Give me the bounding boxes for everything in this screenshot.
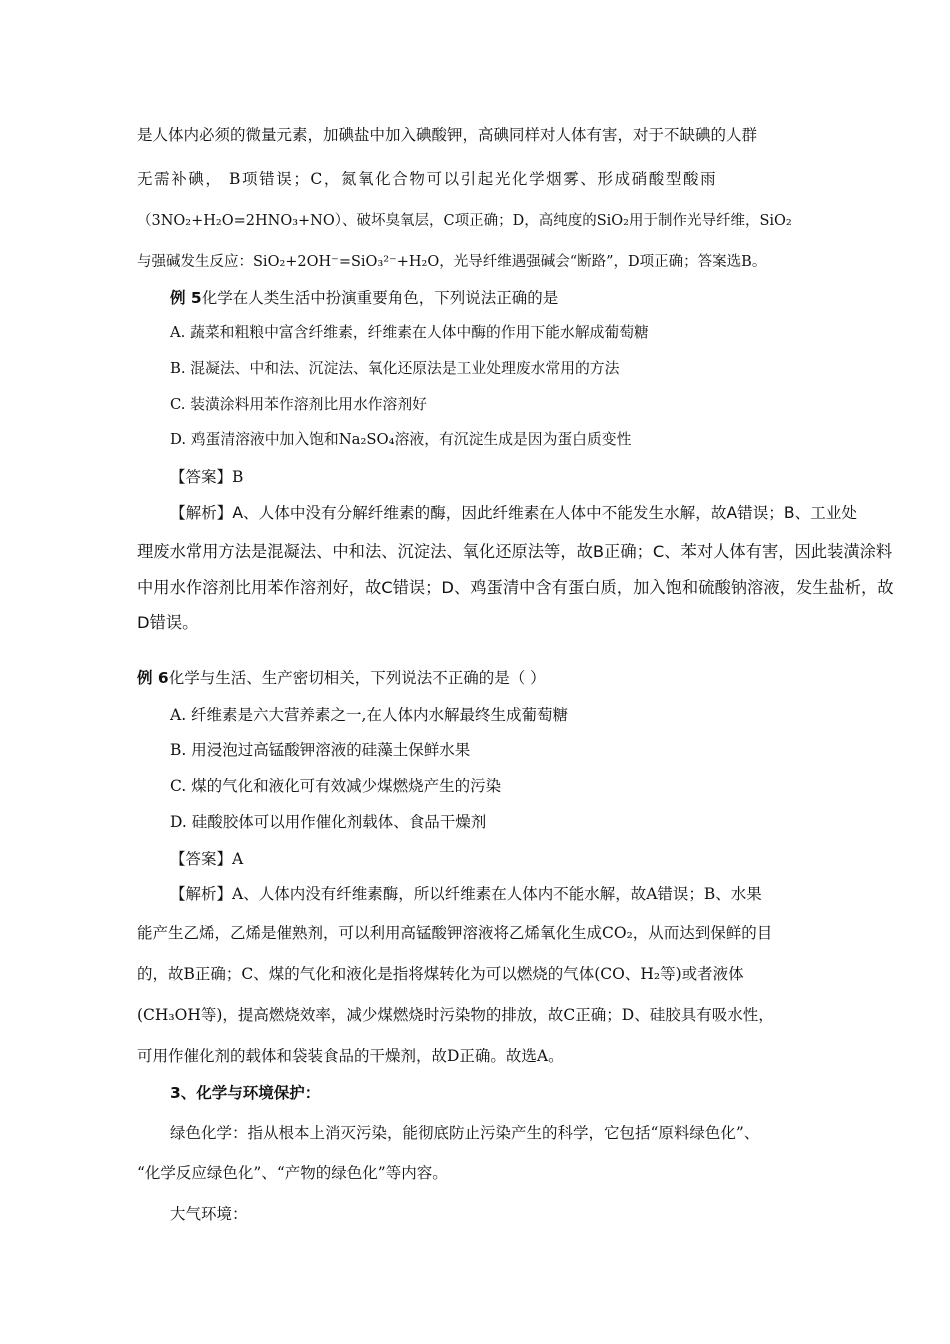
example5-option-a: A. 蔬菜和粗粮中富含纤维素，纤维素在人体中酶的作用下能水解成葡萄糖 — [170, 324, 649, 341]
example6-analysis-line-3: 的，故B正确；C、煤的气化和液化是指将煤转化为可以燃烧的气体(CO、H₂等)或者液体 — [137, 965, 744, 983]
intro-line-2: 无需补碘， B项错误；C，氮氧化合物可以引起光化学烟雾、形成硝酸型酸雨 — [137, 170, 718, 188]
example5-option-b: B. 混凝法、中和法、沉淀法、氧化还原法是工业处理废水常用的方法 — [170, 360, 620, 377]
example5-question — [170, 287, 558, 309]
example5-title: 例 5 — [170, 289, 202, 307]
example6-answer: 【答案】A — [170, 850, 244, 868]
example6-option-c: C. 煤的气化和液化可有效减少煤燃烧产生的污染 — [170, 777, 502, 795]
green-chemistry-line-2: “化学反应绿色化”、“产物的绿色化”等内容。 — [137, 1164, 448, 1182]
atmosphere-heading: 大气环境： — [170, 1205, 248, 1223]
example6-analysis-line-2: 能产生乙烯，乙烯是催熟剂，可以利用高锰酸钾溶液将乙烯氧化生成CO₂，从而达到保鲜的目 — [137, 924, 773, 942]
intro-line-1: 是人体内必须的微量元素，加碘盐中加入碘酸钾，高碘同样对人体有害，对于不缺碘的人群 — [137, 126, 758, 144]
example5-answer: 【答案】B — [170, 468, 244, 486]
green-chemistry-line-1: 绿色化学：指从根本上消灭污染，能彻底防止污染产生的科学，它包括“原料绿色化”、 — [170, 1124, 760, 1142]
section3-heading: 3、化学与环境保护： — [170, 1084, 321, 1102]
intro-line-4: 与强碱发生反应：SiO₂+2OH⁻=SiO₃²⁻+H₂O，光导纤维遇强碱会“断路”，D项正确；答案选B。 — [137, 254, 767, 270]
example6-analysis-line-5: 可用作催化剂的载体和袋装食品的干燥剂，故D正确。故选A。 — [137, 1047, 564, 1065]
example5-option-c: C. 装潢涂料用苯作溶剂比用水作溶剂好 — [170, 396, 427, 413]
example6-analysis-line-4: (CH₃OH等)，提高燃烧效率，减少煤燃烧时污染物的排放，故C正确；D、硅胶具有吸水性， — [137, 1006, 774, 1024]
example6-option-a: A. 纤维素是六大营养素之一,在人体内水解最终生成葡萄糖 — [170, 706, 568, 724]
example5-analysis-line-4: D错误。 — [137, 613, 199, 632]
example5-analysis-line-2: 理废水常用方法是混凝法、中和法、沉淀法、氧化还原法等，故B正确；C、苯对人体有害，因此装潢涂料 — [137, 542, 893, 561]
example5-analysis-line-3: 中用水作溶剂比用苯作溶剂好，故C错误；D、鸡蛋清中含有蛋白质，加入饱和硫酸钠溶液，发生盐析，故 — [137, 578, 894, 597]
example5-question-text: 化学在人类生活中扮演重要角色，下列说法正确的是 — [201, 289, 559, 307]
example6-option-d: D. 硅酸胶体可以用作催化剂载体、食品干燥剂 — [170, 813, 487, 831]
example6-title: 例 6 — [137, 669, 169, 687]
example5-analysis-line-1: 【解析】A、人体中没有分解纤维素的酶，因此纤维素在人体中不能发生水解，故A错误；B、工业处 — [170, 504, 857, 522]
example6-option-b: B. 用浸泡过高锰酸钾溶液的硅藻土保鲜水果 — [170, 741, 471, 759]
example5-option-d: D. 鸡蛋清溶液中加入饱和Na₂SO₄溶液，有沉淀生成是因为蛋白质变性 — [170, 431, 632, 448]
intro-line-3: （3NO₂+H₂O=2HNO₃+NO）、破坏臭氧层，C项正确；D，高纯度的SiO₂用于制作光导纤维，SiO₂ — [137, 213, 792, 229]
example6-analysis-line-1: 【解析】A、人体内没有纤维素酶，所以纤维素在人体内不能水解，故A错误；B、水果 — [170, 885, 762, 903]
example6-question — [137, 667, 546, 689]
example6-question-text: 化学与生活、生产密切相关，下列说法不正确的是（ ） — [168, 669, 546, 687]
